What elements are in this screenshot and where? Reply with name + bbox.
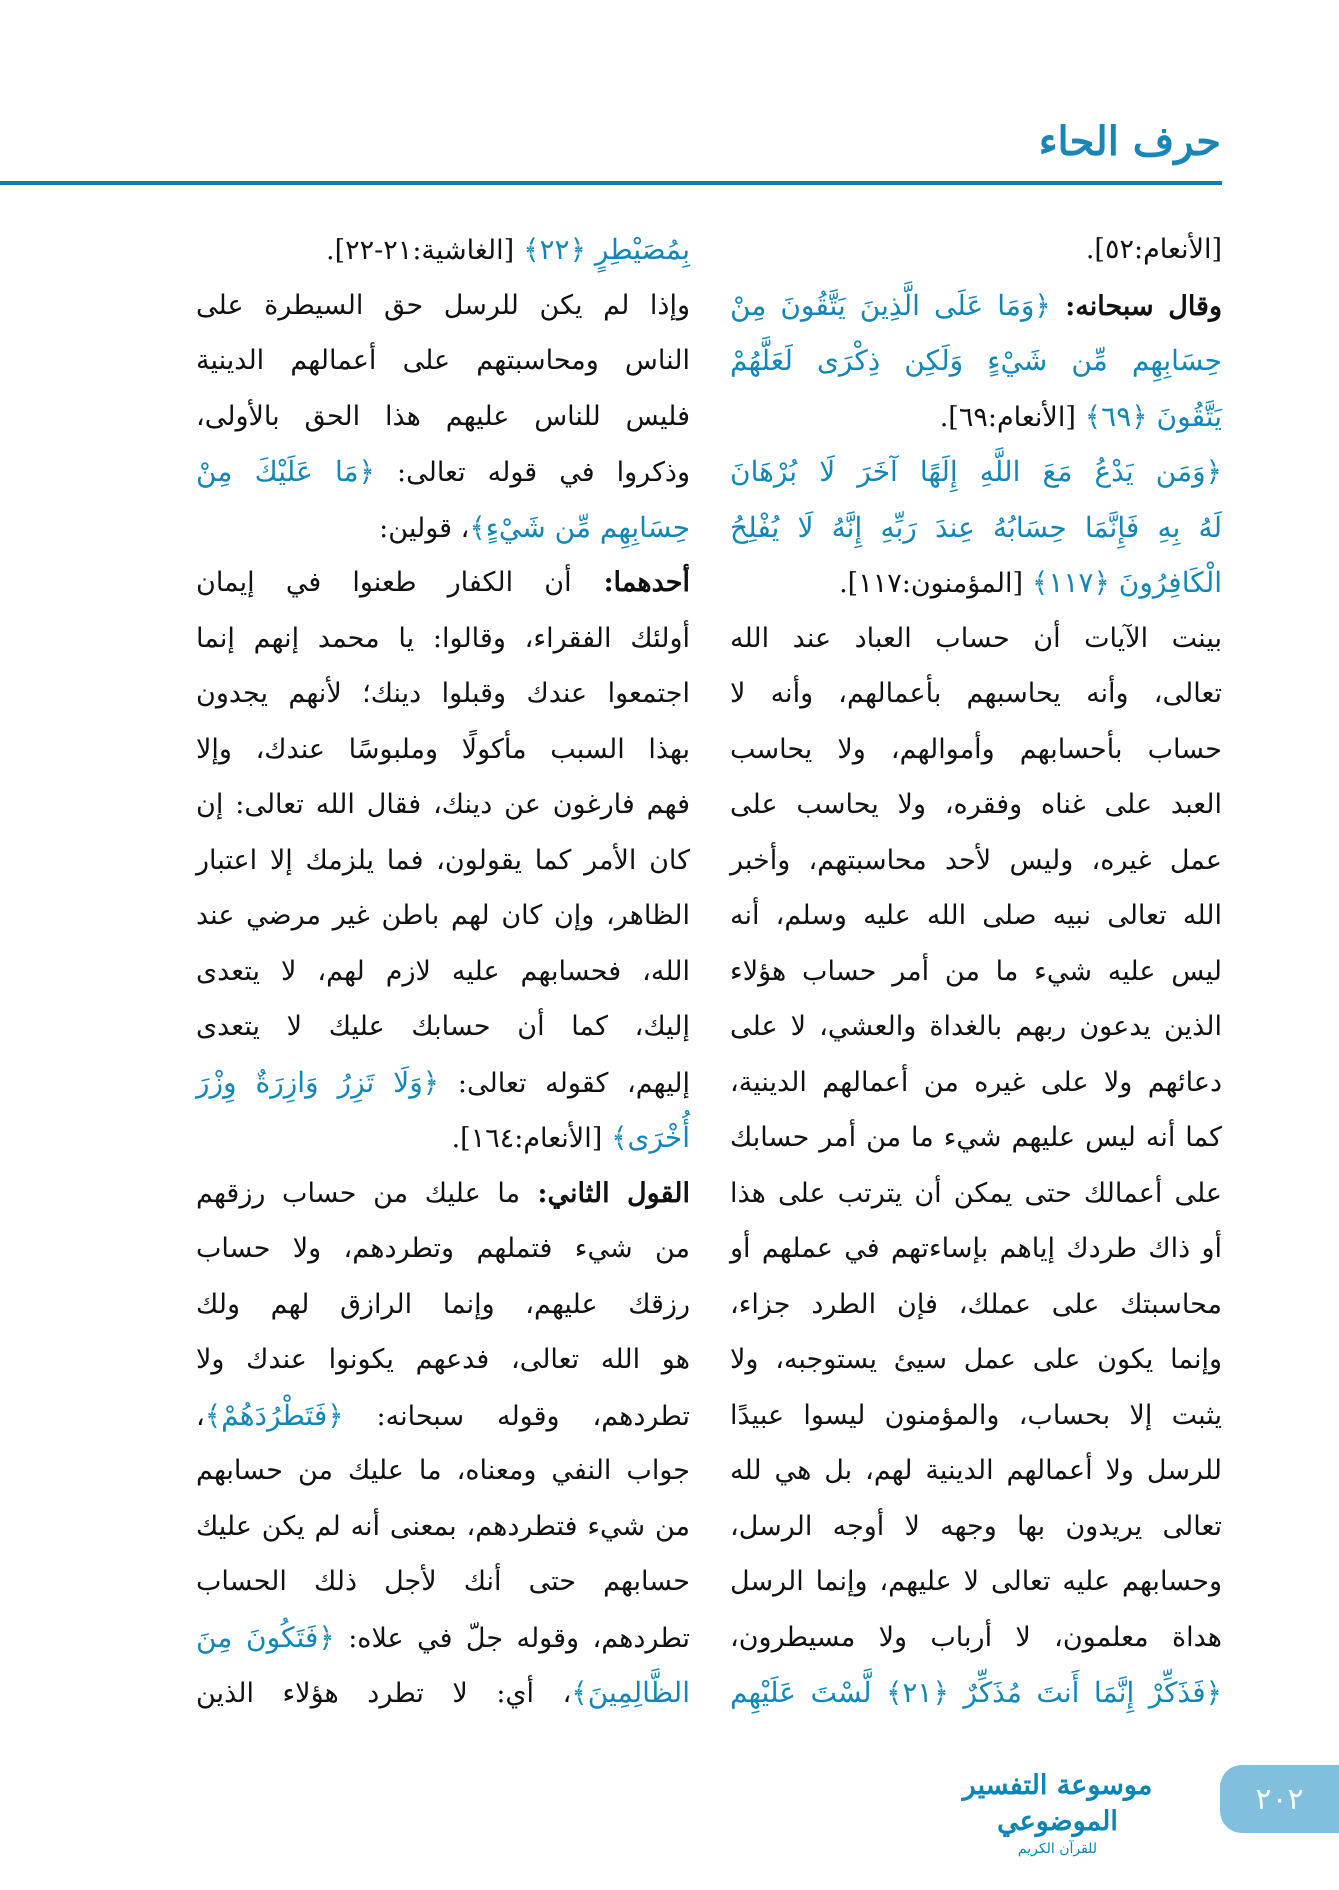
text-line: [196, 777, 690, 833]
body-text: من شيء فتملهم وتطردهم، ولا حساب: [196, 1233, 690, 1264]
body-text: ، قولين:: [379, 512, 470, 544]
logo-title: موسوعة التفسير الموضوعي: [962, 1770, 1153, 1837]
text-line: [730, 944, 1222, 1000]
body-text: [الأنعام:١٦٤].: [451, 1123, 603, 1154]
quran-verse: ﴿مَا عَلَيْكَ مِنْ: [196, 455, 375, 488]
body-text: أو ذاك طردك إياهم بإساءتهم في عملهم أو: [730, 1233, 1222, 1264]
body-text: تطردهم، وقوله جلّ في علاه:: [334, 1622, 690, 1654]
text-line: [196, 1110, 690, 1166]
text-line: [196, 999, 690, 1055]
text-line: [196, 1554, 690, 1610]
left-text-column: [196, 222, 690, 1721]
text-line: [196, 611, 690, 667]
quran-verse: ﴿فَذَكِّرْ إِنَّمَا أَنتَ مُذَكِّرٌ ﴿٢١﴾ لَّسْتَ عَلَيْهِم: [730, 1676, 1222, 1709]
text-line: [730, 1499, 1222, 1555]
text-line: [196, 1388, 690, 1444]
body-text: هو الله تعالى، فدعهم يكونوا عندك ولا: [196, 1344, 690, 1375]
body-text: وإذا لم يكن للرسل حق السيطرة على: [196, 289, 690, 321]
text-line: [730, 1610, 1222, 1666]
body-text: أولئك الفقراء، وقالوا: يا محمد إنهم إنما: [196, 622, 690, 654]
body-text: كما أنه ليس عليهم شيء ما من أمر حسابك: [730, 1122, 1222, 1153]
text-line: [730, 1277, 1222, 1333]
body-text: الذين يدعون ربهم بالغداة والعشي، لا على: [730, 1011, 1222, 1042]
body-text: إليك، كما أن حسابك عليك لا يتعدى: [196, 1011, 690, 1042]
body-text: الظاهر، وإن كان لهم باطن غير مرضي عند: [196, 900, 690, 931]
body-text: ، أي: لا تطرد هؤلاء الذين: [196, 1678, 572, 1709]
body-text: العبد على غناه وفقره، ولا يحاسب على: [730, 789, 1222, 820]
text-line: [196, 888, 690, 944]
text-line: [730, 1110, 1222, 1166]
quran-verse: ﴿وَلَا تَزِرُ وَازِرَةٌ وِزْرَ: [196, 1065, 440, 1099]
body-text: عمل غيره، وليس لأحد محاسبتهم، وأخبر: [730, 844, 1222, 876]
body-text: [المؤمنون:١١٧].: [839, 568, 1024, 599]
text-line: [196, 1221, 690, 1277]
body-text: إليهم، كقوله تعالى:: [439, 1067, 690, 1099]
body-text: ليس عليه شيء ما من أمر حساب هؤلاء: [730, 955, 1222, 987]
quran-verse: ﴿وَمَا عَلَى الَّذِينَ يَتَّقُونَ مِنْ: [730, 288, 1051, 322]
body-text: على أعمالك حتى يمكن أن يترتب على هذا: [730, 1177, 1222, 1209]
text-line: [196, 1665, 690, 1721]
text-line: [196, 1055, 690, 1111]
text-line: [730, 1166, 1222, 1222]
quran-verse: حِسَابِهِم مِّن شَيْءٍ﴾: [469, 510, 690, 544]
page-number: ٢٠٢: [1255, 1781, 1304, 1817]
bold-lead: وقال سبحانه:: [1050, 290, 1222, 322]
text-line: [196, 833, 690, 889]
body-text: [الغاشية:٢١-٢٢].: [326, 235, 515, 266]
body-text: [الأنعام:٦٩].: [939, 401, 1076, 433]
text-line: [196, 944, 690, 1000]
text-line: [730, 1665, 1222, 1721]
text-line: [730, 888, 1222, 944]
text-line: [196, 666, 690, 722]
text-line: [730, 666, 1222, 722]
body-text: الله، فحسابهم عليه لازم لهم، لا يتعدى: [196, 955, 690, 987]
body-text: بهذا السبب مأكولًا وملبوسًا عندك، وإلا: [196, 733, 690, 765]
body-text: كان الأمر كما يقولون، فما يلزمك إلا اعتبار: [196, 844, 690, 876]
text-line: [196, 222, 690, 278]
body-text: أن الكفار طعنوا في إيمان: [196, 567, 572, 598]
quran-verse: ﴿فَتَطْرُدَهُمْ﴾: [204, 1398, 344, 1432]
text-line: [196, 1443, 690, 1499]
text-line: [196, 1610, 690, 1666]
text-line: [730, 1443, 1222, 1499]
text-line: [730, 278, 1222, 334]
text-line: [730, 611, 1222, 667]
text-line: [730, 333, 1222, 389]
text-line: [730, 500, 1222, 556]
body-text: حساب بأحسابهم وأموالهم، ولا يحاسب: [730, 733, 1222, 765]
text-line: [730, 777, 1222, 833]
body-text: من شيء فتطردهم، بمعنى أنه لم يكن عليك: [196, 1510, 690, 1542]
quran-verse: بِمُصَيْطِرٍ ﴿٢٢﴾: [514, 233, 690, 266]
body-text: ،: [196, 1400, 205, 1432]
text-line: [730, 389, 1222, 445]
text-line: [730, 222, 1222, 278]
text-line: [730, 1388, 1222, 1444]
body-text: تطردهم، وقوله سبحانه:: [343, 1400, 690, 1432]
quran-verse: الْكَافِرُونَ ﴿١١٧﴾: [1023, 566, 1222, 599]
body-text: بينت الآيات أن حساب العباد عند الله: [730, 622, 1222, 654]
text-line: [730, 555, 1222, 611]
body-text: رزقك عليهم، وإنما الرازق لهم ولك: [196, 1288, 690, 1320]
text-line: [196, 444, 690, 500]
quran-verse: حِسَابِهِم مِّن شَيْءٍ وَلَكِن ذِكْرَى لَعَلَّهُمْ: [730, 344, 1222, 377]
body-text: فليس للناس عليهم هذا الحق بالأولى،: [196, 400, 690, 432]
body-text: تعالى يريدون بها وجهه لا أوجه الرسل،: [730, 1510, 1222, 1542]
text-line: [730, 1332, 1222, 1388]
body-text: دعائهم ولا على غيره من أعمالهم الدينية،: [730, 1066, 1222, 1098]
body-text: وحسابهم عليه تعالى لا عليهم، وإنما الرسل: [730, 1566, 1222, 1597]
body-text: ما عليك من حساب رزقهم: [196, 1177, 521, 1209]
text-line: [196, 722, 690, 778]
quran-verse: الظَّالِمِينَ﴾: [571, 1676, 690, 1709]
logo-subtitle: للقرآن الكريم: [1017, 1841, 1098, 1857]
page-number-badge: [1220, 1765, 1339, 1833]
quran-verse: ﴿وَمَن يَدْعُ مَعَ اللَّهِ إِلَهًا آخَرَ لَا بُرْهَانَ: [730, 455, 1222, 488]
right-text-column: [730, 222, 1222, 1721]
body-text: جواب النفي ومعناه، ما عليك من حسابهم: [196, 1455, 690, 1486]
text-line: [730, 444, 1222, 500]
bold-lead: القول الثاني:: [520, 1177, 691, 1209]
body-text: اجتمعوا عندك وقبلوا دينك؛ لأنهم يجدون: [196, 678, 690, 709]
header-divider: [0, 181, 1222, 185]
quran-verse: ﴿فَتَكُونَ مِنَ: [196, 1620, 335, 1654]
encyclopedia-logo: [935, 1768, 1180, 1858]
body-text: وذكروا في قوله تعالى:: [374, 457, 690, 488]
text-line: [196, 1166, 690, 1222]
bold-lead: أحدهما:: [571, 567, 690, 598]
text-line: [196, 333, 690, 389]
body-text: يثبت إلا بحساب، والمؤمنون ليسوا عبيدًا: [730, 1399, 1222, 1431]
text-line: [196, 555, 690, 611]
body-text: للرسل ولا أعمالهم الدينية لهم، بل هي لله: [730, 1455, 1222, 1486]
body-text: فهم فارغون عن دينك، فقال الله تعالى: إن: [196, 789, 690, 820]
text-line: [730, 1055, 1222, 1111]
text-line: [196, 278, 690, 334]
quran-verse: يَتَّقُونَ ﴿٦٩﴾: [1075, 399, 1222, 433]
text-line: [196, 389, 690, 445]
text-line: [196, 1332, 690, 1388]
text-line: [730, 833, 1222, 889]
text-line: [730, 1554, 1222, 1610]
body-text: حسابهم حتى أنك لأجل ذلك الحساب: [196, 1566, 690, 1597]
text-line: [196, 1499, 690, 1555]
body-text: محاسبتك على عملك، فإن الطرد جزاء،: [730, 1288, 1222, 1320]
section-title: حرف الحاء: [1038, 118, 1221, 165]
quran-verse: لَهُ بِهِ فَإِنَّمَا حِسَابُهُ عِندَ رَبِّهِ إِنَّهُ لَا يُفْلِحُ: [730, 510, 1222, 544]
text-line: [730, 722, 1222, 778]
body-text: [الأنعام:٥٢].: [1085, 234, 1222, 265]
body-text: الناس ومحاسبتهم على أعمالهم الدينية: [196, 345, 690, 376]
body-text: تعالى، وأنه يحاسبهم بأعمالهم، وأنه لا: [730, 678, 1222, 709]
text-line: [196, 500, 690, 556]
text-line: [730, 999, 1222, 1055]
body-text: الله تعالى نبيه صلى الله عليه وسلم، أنه: [730, 900, 1222, 931]
text-line: [730, 1221, 1222, 1277]
quran-verse: أُخْرَى﴾: [602, 1121, 690, 1154]
text-line: [196, 1277, 690, 1333]
body-text: هداة معلمون، لا أرباب ولا مسيطرون،: [730, 1621, 1222, 1653]
body-text: وإنما يكون على عمل سيئ يستوجبه، ولا: [730, 1344, 1222, 1375]
